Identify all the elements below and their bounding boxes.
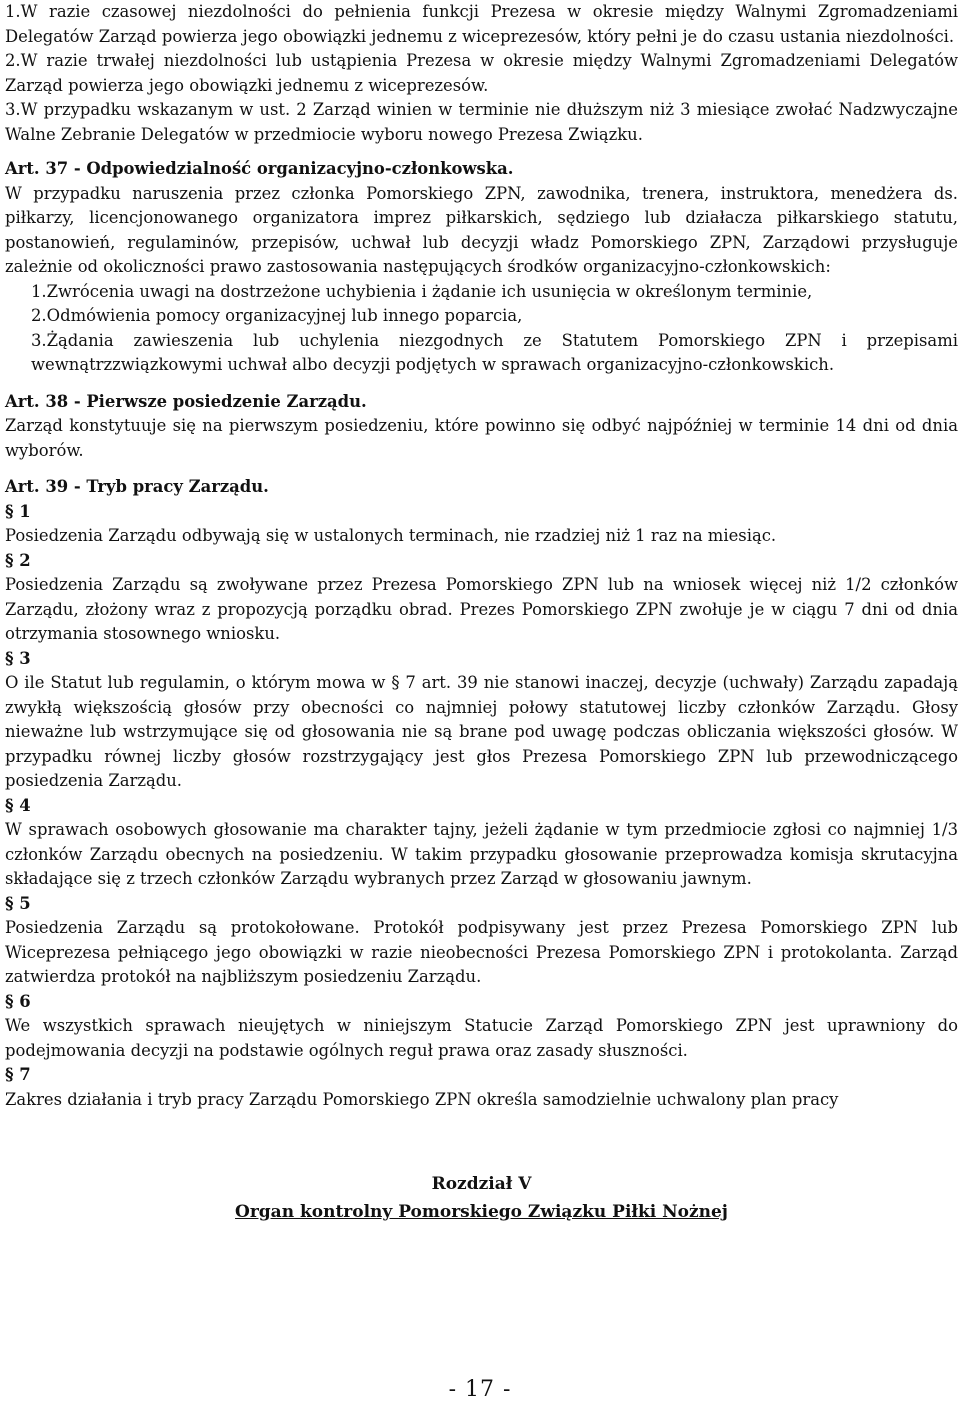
article-39-heading: Art. 39 - Tryb pracy Zarządu. — [5, 477, 269, 496]
section-5-sign: § 5 — [5, 893, 31, 913]
article-37-item-2: 2.Odmówienia pomocy organizacyjnej lub innego poparcia, — [31, 306, 523, 325]
article-37-intro: W przypadku naruszenia przez członka Pomorskiego ZPN, zawodnika, trenera, instruktora, menedżera ds. piłkarzy, licencjonowanego organizatora imprez piłkarskich, sędziego lub działacza piłkarskiego statutu, postanowień, regulaminów, przepisów, uchwał lub decyzji władz Pomorskiego ZPN, Zarządowi przysługuje zależnie od okoliczności prawo zastosowania następujących środków organizacyjno-członkowskich: — [5, 183, 958, 276]
section-6-text: We wszystkich sprawach nieujętych w niniejszym Statucie Zarząd Pomorskiego ZPN jest uprawniony do podejmowania decyzji na podstawie ogólnych reguł prawa oraz zasady słuszności. — [5, 1016, 958, 1060]
section-3-sign: § 3 — [5, 648, 31, 668]
page-number: - 17 - — [448, 1377, 512, 1402]
section-7-sign: § 7 — [5, 1065, 31, 1084]
section-6-sign: § 6 — [5, 991, 31, 1011]
document-page — [5, 0, 958, 1226]
section-1-text: Posiedzenia Zarządu odbywają się w ustalonych terminach, nie rzadziej niż 1 raz na miesiąc. — [5, 526, 777, 545]
section-1-sign: § 1 — [5, 501, 31, 521]
section-4-sign: § 4 — [5, 795, 31, 815]
article-37-item-3: 3.Żądania zawieszenia lub uchylenia niezgodnych ze Statutem Pomorskiego ZPN i przepisami wewnątrzzwiązkowymi uchwał albo decyzji podjętych w sprawach organizacyjno-członkowskich. — [31, 330, 958, 374]
chapter-label: Rozdział V — [431, 1174, 532, 1194]
chapter-title: Organ kontrolny Pomorskiego Związku Piłki Nożnej — [235, 1202, 728, 1222]
section-5-text: Posiedzenia Zarządu są protokołowane. Protokół podpisywany jest przez Prezesa Pomorskiego ZPN lub Wiceprezesa pełniącego jego obowiązki w razie nieobecności Prezesa Pomorskiego ZPN i protokolanta. Zarząd zatwierdza protokół na najbliższym posiedzeniu Zarządu. — [5, 918, 958, 986]
section-2-text: Posiedzenia Zarządu są zwoływane przez Prezesa Pomorskiego ZPN lub na wniosek więcej niż 1/2 członków Zarządu, złożony wraz z propozycją porządku obrad. Prezes Pomorskiego ZPN zwołuje je w ciągu 7 dni od dnia otrzymania stosownego wniosku. — [5, 575, 958, 643]
article-37-heading: Art. 37 - Odpowiedzialność organizacyjno-członkowska. — [5, 159, 514, 178]
article-38-heading: Art. 38 - Pierwsze posiedzenie Zarządu. — [5, 391, 367, 411]
paragraph-2: 2.W razie trwałej niezdolności lub ustąpienia Prezesa w okresie między Walnymi Zgromadzeniami Delegatów Zarząd powierza jego obowiązki jednemu z wiceprezesów. — [5, 51, 958, 95]
section-4-text: W sprawach osobowych głosowanie ma charakter tajny, jeżeli żądanie w tym przedmiocie zgłosi co najmniej 1/3 członków Zarządu obecnych na posiedzeniu. W takim przypadku głosowanie przeprowadza komisja skrutacyjna składające się z trzech członków Zarządu wybranych przez Zarząd w głosowaniu jawnym. — [5, 820, 958, 888]
article-38-text: Zarząd konstytuuje się na pierwszym posiedzeniu, które powinno się odbyć najpóźniej w terminie 14 dni od dnia wyborów. — [5, 416, 958, 460]
article-37-item-1: 1.Zwrócenia uwagi na dostrzeżone uchybienia i żądanie ich usunięcia w określonym terminie, — [31, 281, 813, 301]
paragraph-3: 3.W przypadku wskazanym w ust. 2 Zarząd winien w terminie nie dłuższym niż 3 miesiące zwołać Nadzwyczajne Walne Zebranie Delegatów w przedmiocie wyboru nowego Prezesa Związku. — [5, 100, 958, 144]
section-2-sign: § 2 — [5, 550, 31, 570]
section-3-text: O ile Statut lub regulamin, o którym mowa w § 7 art. 39 nie stanowi inaczej, decyzje (uchwały) Zarządu zapadają zwykłą większością głosów przy obecności co najmniej połowy statutowej liczby członków Zarządu. Głosy nieważne lub wstrzymujące się od głosowania nie są brane pod uwagę podczas obliczania większości głosów. W przypadku równej liczby głosów rozstrzygający jest głos Prezesa Pomorskiego ZPN lub przewodniczącego posiedzenia Zarządu. — [5, 673, 958, 790]
paragraph-1: 1.W razie czasowej niezdolności do pełnienia funkcji Prezesa w okresie między Walnymi Zgromadzeniami Delegatów Zarząd powierza jego obowiązki jednemu z wiceprezesów, który pełni je do czasu ustania niezdolności. — [5, 2, 958, 46]
section-7-text: Zakres działania i tryb pracy Zarządu Pomorskiego ZPN określa samodzielnie uchwalony plan pracy — [5, 1089, 839, 1109]
